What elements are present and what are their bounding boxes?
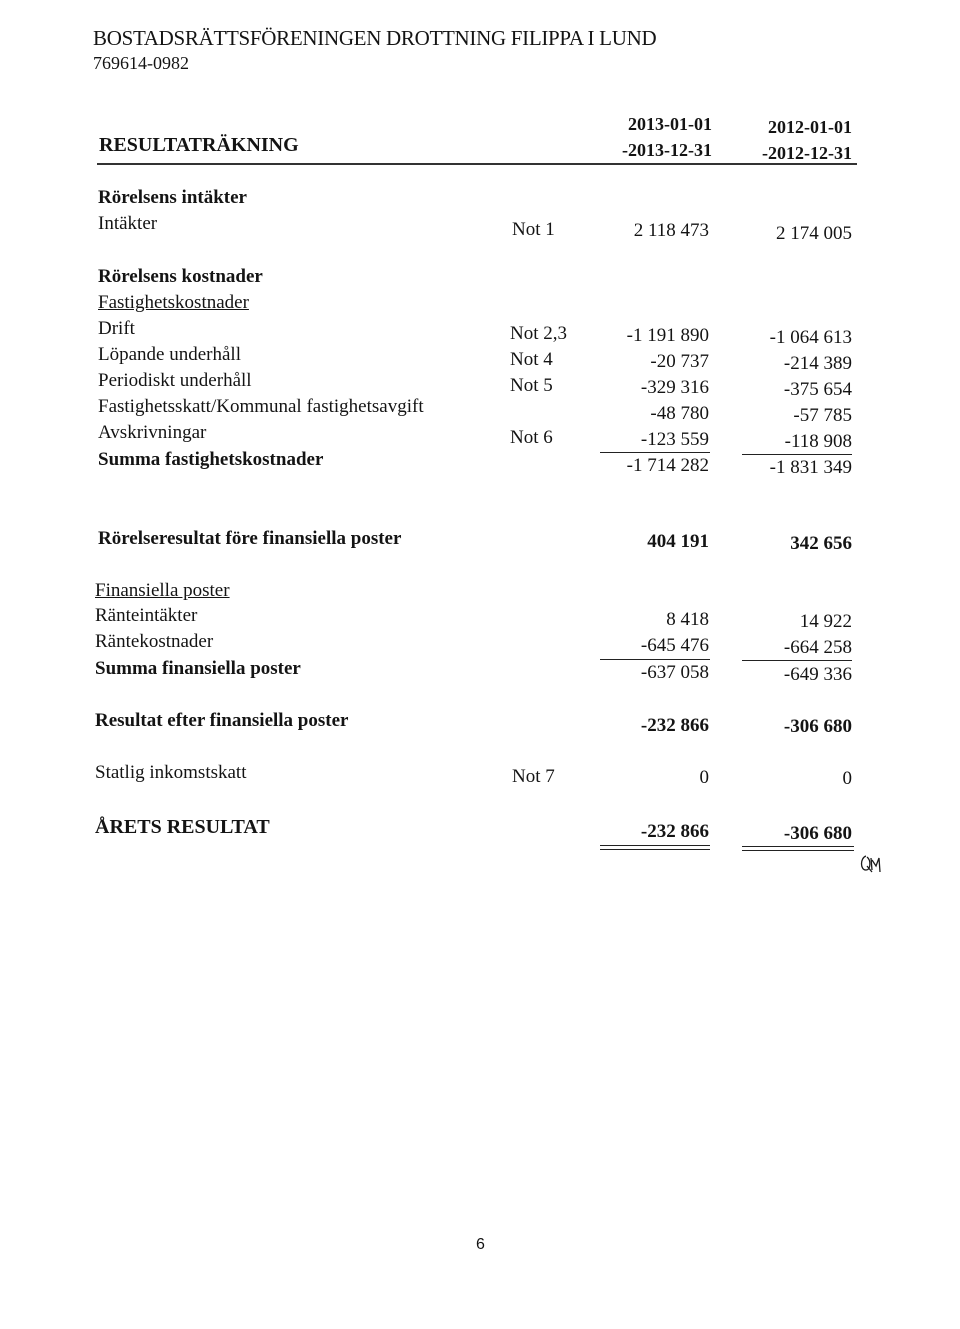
rantekostnader-2012: -664 258	[783, 637, 852, 658]
resultat-efter-2012: -306 680	[783, 716, 852, 737]
intakter-2013: 2 118 473	[633, 220, 709, 241]
rorelseresultat-2013: 404 191	[647, 531, 709, 552]
lopande-2013: -20 737	[650, 351, 709, 372]
sum-line-fastighet-2012	[742, 454, 852, 455]
arets-resultat-2012: -306 680	[783, 823, 852, 844]
sum-line-finansiella-2012	[742, 660, 852, 661]
page-number: 6	[476, 1236, 485, 1253]
drift-2012: -1 064 613	[769, 327, 852, 348]
lopande-2012: -214 389	[783, 353, 852, 374]
arets-resultat-label: ÅRETS RESULTAT	[95, 816, 270, 838]
report-title: RESULTATRÄKNING	[99, 134, 299, 156]
header-rule	[97, 163, 857, 165]
periodiskt-note: Not 5	[510, 375, 553, 396]
rantekostnader-label: Räntekostnader	[95, 631, 214, 652]
handwritten-initials	[858, 852, 882, 884]
rantekostnader-2013: -645 476	[640, 635, 709, 656]
summa-finansiella-label: Summa finansiella poster	[95, 658, 301, 679]
intakter-heading: Rörelsens intäkter	[98, 187, 247, 208]
period-2012-start: 2012-01-01	[768, 117, 852, 137]
rorelseresultat-label: Rörelseresultat före finansiella poster	[98, 528, 402, 549]
drift-label: Drift	[98, 318, 135, 339]
rorelseresultat-2012: 342 656	[790, 533, 852, 554]
resultat-efter-2013: -232 866	[640, 715, 709, 736]
ranteintakter-2012: 14 922	[799, 611, 852, 632]
double-rule-2013	[600, 845, 710, 850]
intakter-note: Not 1	[512, 219, 555, 240]
finansiella-heading: Finansiella poster	[95, 580, 230, 601]
skatt-label: Statlig inkomstskatt	[95, 762, 247, 783]
intakter-label: Intäkter	[98, 213, 158, 234]
period-2013-end: -2013-12-31	[622, 140, 712, 160]
double-rule-2012	[742, 846, 854, 851]
periodiskt-label: Periodiskt underhåll	[98, 370, 252, 391]
drift-2013: -1 191 890	[626, 325, 709, 346]
avskrivningar-label: Avskrivningar	[98, 422, 207, 443]
period-2013-start: 2013-01-01	[628, 114, 712, 134]
skatt-2012: 0	[842, 768, 852, 789]
summa-fastighet-2012: -1 831 349	[769, 457, 852, 478]
organization-number: 769614-0982	[93, 53, 189, 73]
avskrivningar-2013: -123 559	[640, 429, 709, 450]
ranteintakter-label: Ränteintäkter	[95, 605, 198, 626]
fastighetskostnader-heading: Fastighetskostnader	[98, 292, 249, 313]
sum-line-fastighet-2013	[600, 452, 710, 453]
summa-fastighet-2013: -1 714 282	[626, 455, 709, 476]
ranteintakter-2013: 8 418	[666, 609, 709, 630]
summa-finansiella-2013: -637 058	[640, 662, 709, 683]
avskrivningar-note: Not 6	[510, 427, 553, 448]
summa-finansiella-2012: -649 336	[783, 664, 852, 685]
summa-fastighet-label: Summa fastighetskostnader	[98, 449, 324, 470]
intakter-2012: 2 174 005	[776, 223, 852, 244]
arets-resultat-2013: -232 866	[640, 821, 709, 842]
period-2012-end: -2012-12-31	[762, 143, 852, 163]
periodiskt-2013: -329 316	[640, 377, 709, 398]
skatt-note: Not 7	[512, 766, 555, 787]
drift-note: Not 2,3	[510, 323, 567, 344]
fastighetsskatt-2012: -57 785	[793, 405, 852, 426]
avskrivningar-2012: -118 908	[784, 431, 852, 452]
resultat-efter-label: Resultat efter finansiella poster	[95, 710, 349, 731]
lopande-note: Not 4	[510, 349, 553, 370]
skatt-2013: 0	[699, 767, 709, 788]
organization-name: BOSTADSRÄTTSFÖRENINGEN DROTTNING FILIPPA I LUND	[93, 26, 657, 50]
fastighetsskatt-2013: -48 780	[650, 403, 709, 424]
initials-scribble-icon	[858, 852, 882, 878]
periodiskt-2012: -375 654	[783, 379, 852, 400]
lopande-label: Löpande underhåll	[98, 344, 241, 365]
fastighetsskatt-label: Fastighetsskatt/Kommunal fastighetsavgift	[98, 396, 424, 417]
sum-line-finansiella-2013	[600, 659, 710, 660]
kostnader-heading: Rörelsens kostnader	[98, 266, 263, 287]
